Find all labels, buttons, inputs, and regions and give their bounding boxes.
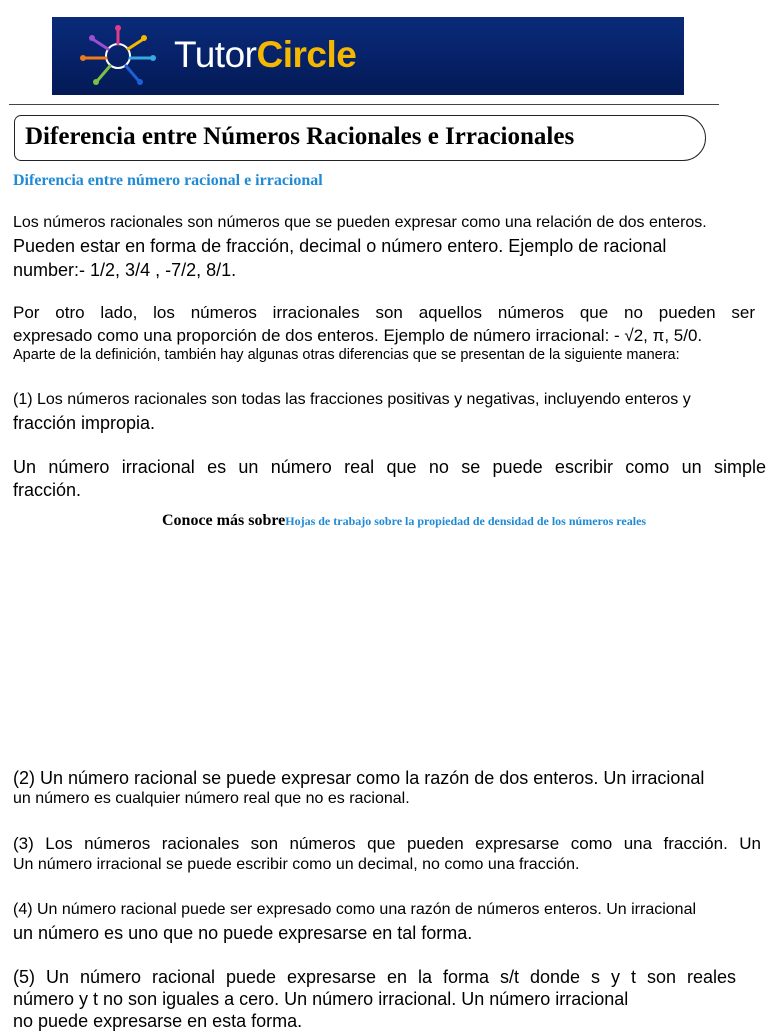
density-worksheets-link[interactable]: Hojas de trabajo sobre la propiedad de densidad de los números reales [285,514,647,528]
learn-more-label: Conoce más sobre [162,512,286,529]
paragraph-2-line-1: Por otro lado, los números irracionales son aquellos números que no pueden ser [13,303,755,322]
paragraph-8-line-1: (5) Un número racional puede expresarse en la forma s/t donde s y t son reales [13,967,736,987]
paragraph-1-line-2: Pueden estar en forma de fracción, decimal o número entero. Ejemplo de racional [13,236,667,256]
section-subtitle: Diferencia entre número racional e irracional [13,172,323,189]
paragraph-8-line-3: no puede expresarse en esta forma. [13,1011,303,1031]
paragraph-2-line-2: expresado como una proporción de dos enteros. Ejemplo de número irracional: - √2, π, 5/0. [13,326,703,345]
paragraph-5-line-2: un número es cualquier número real que no es racional. [13,790,410,807]
paragraph-3-line-1: (1) Los números racionales son todas las fracciones positivas y negativas, incluyendo enteros y [13,391,691,408]
brand-circle: Circle [256,34,357,75]
brand-tutor: Tutor [174,34,257,75]
tutorcircle-banner [52,17,684,95]
paragraph-3-line-2: fracción impropia. [13,413,156,433]
paragraph-4-line-1: Un número irracional es un número real que no se puede escribir como un simple [13,457,766,477]
brand-wordmark [174,31,356,79]
paragraph-7-line-1: (4) Un número racional puede ser expresado como una razón de números enteros. Un irracional [13,901,697,918]
paragraph-1-line-1: Los números racionales son números que se pueden expresar como una relación de dos enteros. [13,214,707,231]
header-divider [9,104,719,105]
learn-more-line [162,512,646,530]
paragraph-6-line-1: (3) Los números racionales son números que pueden expresarse como una fracción. Un [13,834,761,853]
paragraph-8-line-2: número y t no son iguales a cero. Un número irracional. Un número irracional [13,989,629,1009]
paragraph-5-line-1: (2) Un número racional se puede expresar como la razón de dos enteros. Un irracional [13,768,705,788]
paragraph-4-line-2: fracción. [13,480,82,500]
tutorcircle-logo-icon [72,24,164,88]
paragraph-1-line-3: number:- 1/2, 3/4 , -7/2, 8/1. [13,260,237,280]
paragraph-6-line-2: Un número irracional se puede escribir como un decimal, no como una fracción. [13,856,580,873]
paragraph-2-line-3: Aparte de la definición, también hay algunas otras diferencias que se presentan de la siguiente manera: [13,347,680,363]
title-box [14,115,706,161]
page-title: Diferencia entre Números Racionales e Irracionales [25,123,575,150]
paragraph-7-line-2: un número es uno que no puede expresarse en tal forma. [13,923,473,943]
